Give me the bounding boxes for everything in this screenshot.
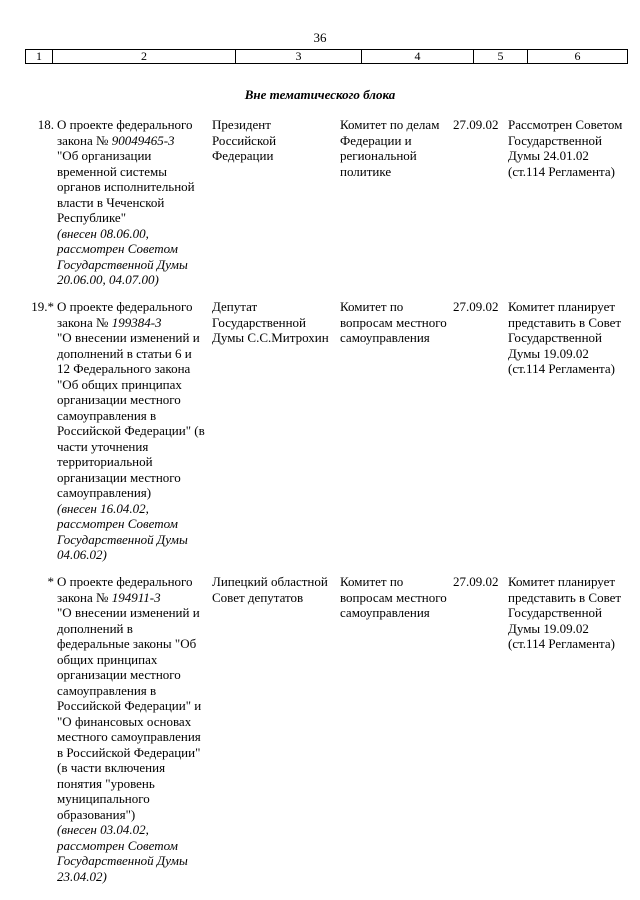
bill-title-body: "О внесении изменений и дополнений в федеральные законы "Об общих принципах организации местного самоуправления в Российской Федерации" и "О финансовых основах местного самоуправления в Российской Федерации" (в части включения понятия "уровень муниципального образования") (57, 605, 202, 822)
section-title: Вне тематического блока (244, 87, 396, 102)
bill-author: Депутат Государственной Думы С.С.Митрохин (212, 299, 329, 345)
bill-status: Комитет планирует представить в Совет Государственной Думы 19.09.02 (ст.114 Регламента) (508, 299, 622, 376)
column-number-6: 6 (528, 50, 628, 64)
column-number-header (25, 49, 628, 64)
consideration-date: 27.09.02 (453, 574, 499, 589)
bill-number: 199384-3 (111, 314, 162, 330)
bill-title (57, 299, 207, 563)
bill-title-intro: О проекте федерального закона № (57, 117, 193, 148)
column-number-4: 4 (362, 50, 474, 64)
bill-status: Рассмотрен Советом Государственной Думы 24.01.02 (ст.114 Регламента) (508, 117, 623, 179)
page-number: 36 (313, 30, 327, 45)
bill-number: 194911-3 (111, 589, 161, 605)
bill-introduced-note: (внесен 16.04.02, рассмотрен Советом Государственной Думы 04.06.02) (57, 500, 188, 562)
bill-status: Комитет планирует представить в Совет Государственной Думы 19.09.02 (ст.114 Регламента) (508, 574, 622, 651)
column-number-3: 3 (236, 50, 362, 64)
column-number-1: 1 (26, 50, 53, 64)
column-number-5: 5 (474, 50, 528, 64)
row-number: 19.* (31, 299, 54, 314)
responsible-committee: Комитет по вопросам местного самоуправления (340, 574, 447, 620)
bill-title (57, 117, 207, 288)
bill-number: 90049465-3 (111, 132, 175, 148)
consideration-date: 27.09.02 (453, 299, 499, 314)
responsible-committee: Комитет по вопросам местного самоуправления (340, 299, 447, 345)
bill-author: Президент Российской Федерации (212, 117, 277, 163)
bill-title (57, 574, 207, 884)
bill-introduced-note: (внесен 08.06.00, рассмотрен Советом Государственной Думы 20.06.00, 04.07.00) (57, 225, 188, 287)
column-number-2: 2 (53, 50, 236, 64)
bill-introduced-note: (внесен 03.04.02, рассмотрен Советом Государственной Думы 23.04.02) (57, 822, 188, 884)
bill-title-body: "О внесении изменений и дополнений в статьи 6 и 12 Федерального закона "Об общих принципах организации местного самоуправления в Российской Федерации" (в части уточнения территориальной организации местного самоуправления) (57, 330, 205, 500)
consideration-date: 27.09.02 (453, 117, 499, 132)
row-number: * (47, 574, 54, 589)
responsible-committee: Комитет по делам Федерации и региональной политике (340, 117, 440, 179)
bill-author: Липецкий областной Совет депутатов (212, 574, 328, 605)
bill-title-body: "Об организации временной системы органов исполнительной власти в Чеченской Республике" (57, 148, 195, 225)
row-number: 18. (37, 117, 54, 132)
bill-title-intro: О проекте федерального закона № (57, 574, 193, 605)
bill-title-intro: О проекте федерального закона № (57, 299, 193, 330)
